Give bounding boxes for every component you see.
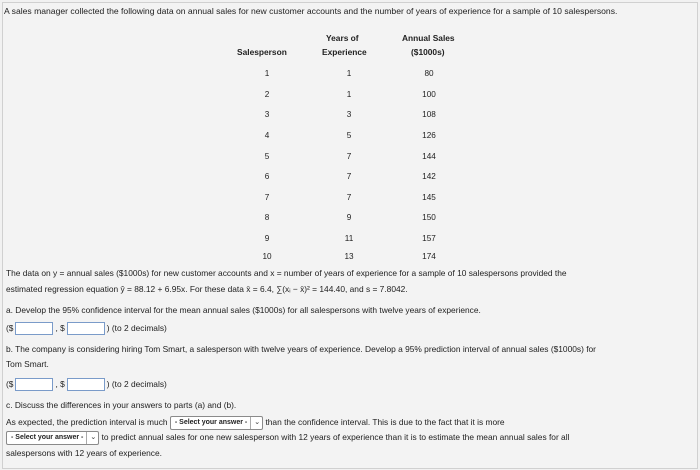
table-cell: 145 bbox=[422, 193, 436, 202]
table-cell: 174 bbox=[422, 252, 436, 261]
part-b-open: ($ bbox=[6, 379, 14, 389]
table-cell: 100 bbox=[422, 90, 436, 99]
header-years-line1: Years of bbox=[326, 33, 359, 43]
table-cell: 8 bbox=[264, 213, 270, 222]
table-cell: 7 bbox=[346, 152, 352, 161]
table-cell: 9 bbox=[346, 213, 352, 222]
table-cell: 4 bbox=[264, 131, 270, 140]
chevron-down-icon: ⌄ bbox=[86, 432, 96, 444]
part-a-upper-input[interactable] bbox=[67, 322, 105, 335]
part-c-text-3: to predict annual sales for one new salesperson with 12 years of experience than it is to estimate the mean annual sales for all bbox=[101, 432, 570, 443]
description-line-2: estimated regression equation ŷ = 88.12 + 6.95x. For these data x̄ = 6.4, ∑(xᵢ − x̄)² = 144.40, and s = 7.8042. bbox=[6, 284, 408, 294]
table-cell: 5 bbox=[346, 131, 352, 140]
part-a-sep: , $ bbox=[55, 323, 65, 333]
part-a-open: ($ bbox=[6, 323, 14, 333]
part-a-close: ) (to 2 decimals) bbox=[106, 323, 167, 333]
part-a-answer-row bbox=[6, 322, 167, 335]
part-b-sep: , $ bbox=[55, 379, 65, 389]
description-line-1: The data on y = annual sales ($1000s) for new customer accounts and x = number of years of experience for a sample of 10 salespersons provided the bbox=[6, 268, 567, 278]
table-cell: 5 bbox=[264, 152, 270, 161]
table-cell: 108 bbox=[422, 110, 436, 119]
table-cell: 1 bbox=[346, 69, 352, 78]
part-a-question: a. Develop the 95% confidence interval for the mean annual sales ($1000s) for all salespersons with twelve years of experience. bbox=[6, 305, 481, 315]
part-c-line-3: salespersons with 12 years of experience. bbox=[6, 448, 162, 458]
table-cell: 2 bbox=[264, 90, 270, 99]
table-cell: 144 bbox=[422, 152, 436, 161]
part-c-select-1-label: - Select your answer - bbox=[174, 419, 248, 426]
table-cell: 1 bbox=[264, 69, 270, 78]
table-cell: 157 bbox=[422, 234, 436, 243]
part-c-select-2[interactable] bbox=[6, 431, 99, 445]
table-cell: 142 bbox=[422, 172, 436, 181]
table-cell: 13 bbox=[344, 252, 354, 261]
table-cell: 6 bbox=[264, 172, 270, 181]
part-c-question: c. Discuss the differences in your answers to parts (a) and (b). bbox=[6, 400, 237, 410]
table-cell: 11 bbox=[344, 234, 354, 243]
part-c-line-1 bbox=[6, 416, 505, 430]
table-cell: 80 bbox=[424, 69, 434, 78]
table-cell: 7 bbox=[264, 193, 270, 202]
table-cell: 1 bbox=[346, 90, 352, 99]
part-b-question-line-1: b. The company is considering hiring Tom Smart, a salesperson with twelve years of experience. Develop a 95% prediction interval of annual sales ($1000s) for bbox=[6, 344, 596, 354]
part-b-answer-row bbox=[6, 378, 167, 391]
header-sales-line1: Annual Sales bbox=[402, 33, 455, 43]
chevron-down-icon: ⌄ bbox=[250, 417, 260, 429]
part-b-close: ) (to 2 decimals) bbox=[106, 379, 167, 389]
table-cell: 7 bbox=[346, 172, 352, 181]
table-cell: 9 bbox=[264, 234, 270, 243]
part-c-select-1[interactable] bbox=[170, 416, 263, 430]
table-cell: 3 bbox=[264, 110, 270, 119]
part-a-lower-input[interactable] bbox=[15, 322, 53, 335]
intro-text: A sales manager collected the following data on annual sales for new customer accounts and the number of years of experience for a sample of 10 salespersons. bbox=[4, 6, 618, 16]
table-cell: 126 bbox=[422, 131, 436, 140]
table-cell: 150 bbox=[422, 213, 436, 222]
table-cell: 3 bbox=[346, 110, 352, 119]
part-c-select-2-label: - Select your answer - bbox=[11, 434, 84, 441]
part-b-upper-input[interactable] bbox=[67, 378, 105, 391]
header-salesperson: Salesperson bbox=[237, 47, 287, 57]
table-cell: 7 bbox=[346, 193, 352, 202]
header-sales-line2: ($1000s) bbox=[411, 47, 445, 57]
part-b-lower-input[interactable] bbox=[15, 378, 53, 391]
part-c-text-2: than the confidence interval. This is due to the fact that it is more bbox=[265, 417, 505, 428]
part-b-question-line-2: Tom Smart. bbox=[6, 359, 49, 369]
header-years-line2: Experience bbox=[322, 47, 367, 57]
part-c-text-1: As expected, the prediction interval is much bbox=[6, 417, 168, 428]
table-cell: 10 bbox=[262, 252, 272, 261]
part-c-line-2 bbox=[6, 431, 569, 445]
